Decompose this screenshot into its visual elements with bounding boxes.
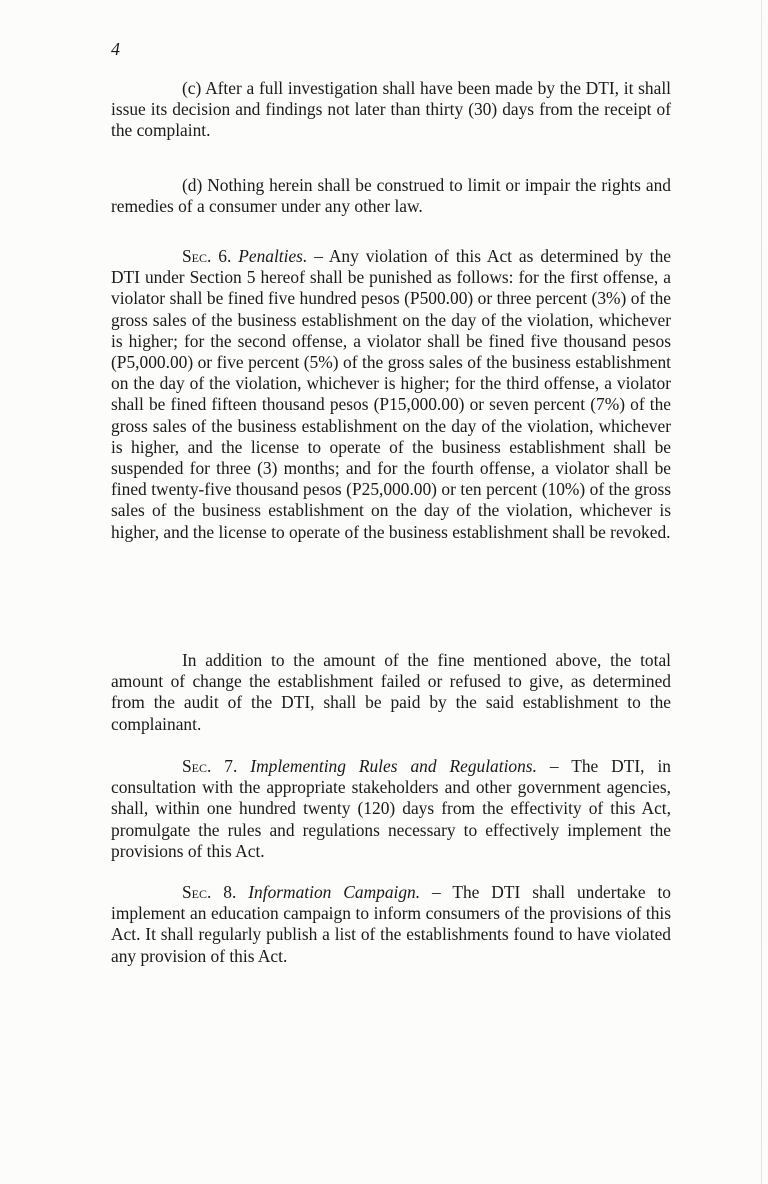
section-7-title: Implementing Rules and Regulations. [250,756,537,776]
section-7-body: – The DTI, in consultation with the appropriate stakeholders and other government agencies, shall, within one hundred twenty (120) days from the effectivity of this Act, promulgate the rules and regulations necessary to effectively implement the provisions of this Act. [111,756,671,861]
section-8-label: Sec. 8. [182,882,237,902]
section-6-label: Sec. 6. [182,246,232,266]
section-8 [111,882,671,967]
page-number: 4 [111,39,120,59]
section-7-label: Sec. 7. [182,756,238,776]
page-edge [761,0,762,1184]
section-6-body: – Any violation of this Act as determined by the DTI under Section 5 hereof shall be punished as follows: for the first offense, a violator shall be fined five hundred pesos (P500.00) or three percent (3%) of the gross sales of the business establishment on the day of the violation, whichever is higher; for the second offense, a violator shall be fined five thousand pesos (P5,000.00) or five percent (5%) of the gross sales of the business establishment on the day of the violation, whichever is higher; for the third offense, a violator shall be fined fifteen thousand pesos (P15,000.00) or seven percent (7%) of the gross sales of the business establishment on the day of the violation, whichever is higher, and the license to operate of the business establishment shall be suspended for three (3) months; and for the fourth offense, a violator shall be fined twenty-five thousand pesos (P25,000.00) or ten percent (10%) of the gross sales of the business establishment on the day of the violation, whichever is higher, and the license to operate of the business establishment shall be revoked. [111,246,671,542]
paragraph-c: (c) After a full investigation shall have been made by the DTI, it shall issue its decision and findings not later than thirty (30) days from the receipt of the complaint. [111,78,671,141]
paragraph-d: (d) Nothing herein shall be construed to limit or impair the rights and remedies of a consumer under any other law. [111,175,671,217]
section-7 [111,756,671,862]
section-8-title: Information Campaign. [248,882,421,902]
paragraph-addition: In addition to the amount of the fine mentioned above, the total amount of change the establishment failed or refused to give, as determined from the audit of the DTI, shall be paid by the said establishment to the complainant. [111,650,671,734]
section-8-body: – The DTI shall undertake to implement an education campaign to inform consumers of the provisions of this Act. It shall regularly publish a list of the establishments found to have violated any provision of this Act. [111,882,671,966]
section-6-title: Penalties. [238,246,308,266]
section-6 [111,246,671,543]
